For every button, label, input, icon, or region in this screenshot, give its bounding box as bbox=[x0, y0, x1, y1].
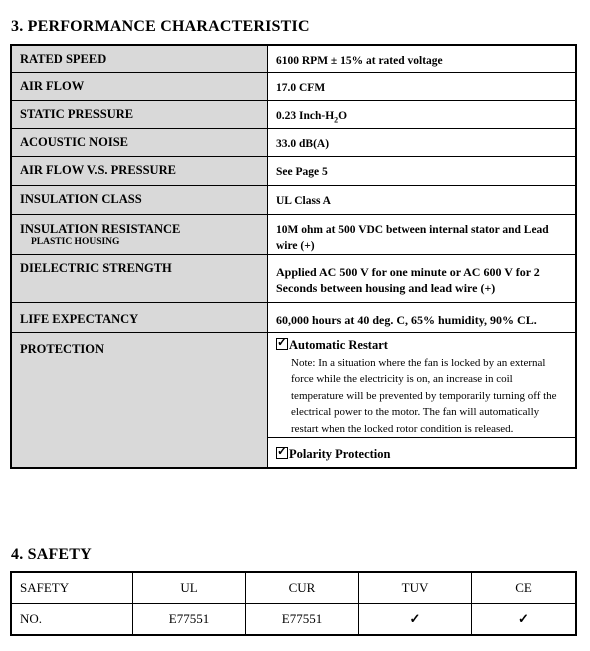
row-value: 17.0 CFM bbox=[268, 72, 577, 100]
performance-table bbox=[10, 44, 577, 469]
polarity-label: Polarity Protection bbox=[289, 447, 391, 462]
table-row bbox=[11, 332, 576, 438]
row-label: STATIC PRESSURE bbox=[11, 100, 268, 128]
row-label: LIFE EXPECTANCY bbox=[11, 302, 268, 332]
table-row bbox=[11, 185, 576, 214]
checked-box-icon bbox=[276, 447, 288, 459]
table-row bbox=[11, 302, 576, 332]
protection-auto-restart bbox=[268, 332, 577, 438]
row-value: See Page 5 bbox=[268, 156, 577, 185]
table-row bbox=[11, 128, 576, 156]
value-text: O bbox=[338, 109, 348, 122]
row-cell: NO. bbox=[11, 604, 133, 636]
row-value: 6100 RPM ± 15% at rated voltage bbox=[268, 45, 577, 72]
header-cell: CE bbox=[472, 572, 577, 604]
value-subscript: 2 bbox=[334, 114, 339, 124]
section-heading-safety: 4. SAFETY bbox=[11, 546, 92, 563]
section-heading-performance: 3. PERFORMANCE CHARACTERISTIC bbox=[11, 18, 310, 35]
row-label: PROTECTION bbox=[11, 332, 268, 468]
row-cell: E77551 bbox=[246, 604, 359, 636]
row-value: 60,000 hours at 40 deg. C, 65% humidity, 90% CL. bbox=[268, 302, 577, 332]
row-label: AIR FLOW bbox=[11, 72, 268, 100]
table-row bbox=[11, 100, 576, 128]
header-cell: CUR bbox=[246, 572, 359, 604]
row-label: INSULATION CLASS bbox=[11, 185, 268, 214]
tuv-check-icon: ✓ bbox=[359, 604, 472, 636]
auto-restart-title bbox=[276, 337, 571, 354]
auto-restart-label: Automatic Restart bbox=[289, 337, 388, 352]
header-cell: TUV bbox=[359, 572, 472, 604]
header-cell: SAFETY bbox=[11, 572, 133, 604]
table-row bbox=[11, 45, 576, 72]
row-label: RATED SPEED bbox=[11, 45, 268, 72]
header-cell: UL bbox=[133, 572, 246, 604]
value-text: 0.23 Inch-H bbox=[276, 109, 335, 122]
ce-check-icon: ✓ bbox=[472, 604, 577, 636]
row-value: 33.0 dB(A) bbox=[268, 128, 577, 156]
row-label bbox=[11, 214, 268, 254]
row-value bbox=[268, 100, 577, 128]
row-label-text: INSULATION RESISTANCE bbox=[20, 221, 181, 236]
table-row bbox=[11, 214, 576, 254]
row-value: Applied AC 500 V for one minute or AC 600 V for 2 Seconds between housing and lead wire (+) bbox=[268, 254, 577, 302]
auto-restart-note: Note: In a situation where the fan is locked by an external force while the electricity is on, an increase in coil temperature will be prevented by temporarily turning off the electrical power to the motor. The fan will automatically restart when the locked rotor condition is released. bbox=[291, 356, 557, 435]
row-label: ACOUSTIC NOISE bbox=[11, 128, 268, 156]
row-value: UL Class A bbox=[268, 185, 577, 214]
safety-table bbox=[10, 571, 577, 636]
table-row bbox=[11, 254, 576, 302]
row-sublabel: PLASTIC HOUSING bbox=[31, 236, 120, 247]
table-header-row bbox=[11, 572, 576, 604]
row-label: AIR FLOW V.S. PRESSURE bbox=[11, 156, 268, 185]
table-row bbox=[11, 72, 576, 100]
checked-box-icon bbox=[276, 338, 288, 350]
row-cell: E77551 bbox=[133, 604, 246, 636]
table-row bbox=[11, 604, 576, 636]
table-row bbox=[11, 156, 576, 185]
protection-polarity bbox=[268, 438, 577, 468]
row-label: DIELECTRIC STRENGTH bbox=[11, 254, 268, 302]
row-value: 10M ohm at 500 VDC between internal stator and Lead wire (+) bbox=[268, 214, 577, 254]
